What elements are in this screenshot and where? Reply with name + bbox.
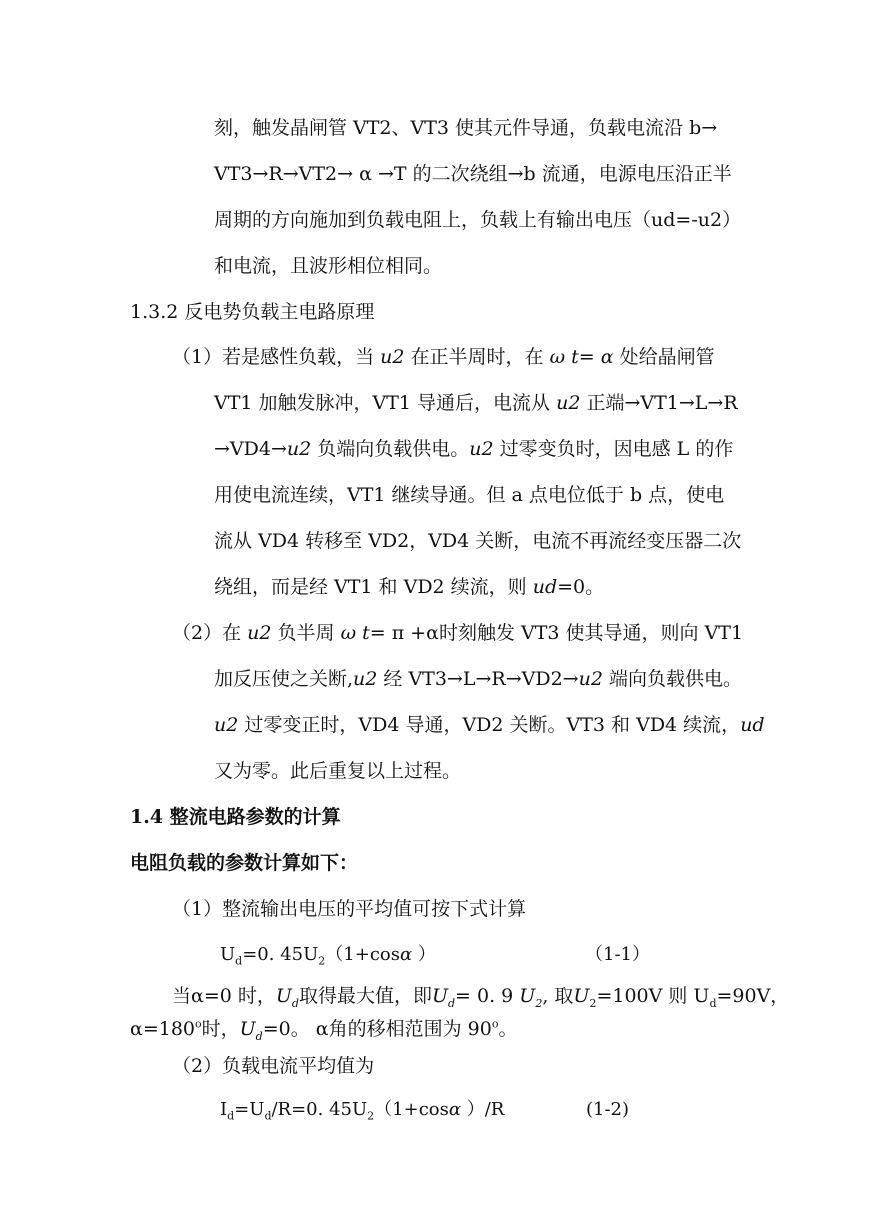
text: 负半周 bbox=[271, 622, 341, 644]
variable-u2: u2 bbox=[214, 714, 239, 736]
subscript: d bbox=[264, 1109, 272, 1123]
text: /R=0. 45U bbox=[271, 1099, 368, 1120]
variable-alpha: α bbox=[399, 944, 413, 965]
text: 。 bbox=[498, 1018, 518, 1040]
text: =0. 45U bbox=[242, 944, 319, 965]
text: ） bbox=[412, 944, 436, 965]
text: →VD4→ bbox=[214, 438, 287, 460]
text: 过零变负时，因电感 L 的作 bbox=[493, 438, 734, 460]
subscript: 2 bbox=[318, 954, 326, 968]
variable-U: U bbox=[431, 985, 448, 1007]
variable-u2: u2 bbox=[578, 668, 603, 690]
variable-u2: u2 bbox=[469, 438, 494, 460]
item-1-text: （1）整流输出电压的平均值可按下式计算 bbox=[172, 898, 527, 920]
item-label: （2） bbox=[172, 622, 223, 644]
text: =U bbox=[234, 1099, 265, 1120]
variable-U: U bbox=[519, 985, 536, 1007]
variable-ud: ud bbox=[740, 714, 765, 736]
text: （1+cos bbox=[325, 944, 400, 965]
text: 端向负载供电。 bbox=[602, 668, 742, 690]
body-line: 周期的方向施加到负载电阻上，负载上有输出电压（ud=-u2） bbox=[214, 209, 742, 231]
item-2-line-4: 又为零。此后重复以上过程。 bbox=[214, 760, 462, 782]
section-heading-1-4: 1.4 整流电路参数的计算 bbox=[130, 806, 341, 828]
text: = π +α时刻触发 VT3 使其导通，则向 VT1 bbox=[369, 622, 744, 644]
text: = bbox=[578, 346, 601, 368]
text: =0。 bbox=[557, 576, 605, 598]
text: 绕组，而是经 VT1 和 VD2 续流，则 bbox=[214, 576, 533, 598]
variable-omega-t: ω t bbox=[340, 622, 370, 644]
text: =0。 α角的移相范围为 90 bbox=[262, 1018, 492, 1040]
text: I bbox=[220, 1099, 228, 1120]
equation-number: (1-2) bbox=[586, 1099, 630, 1120]
text: U bbox=[220, 944, 236, 965]
formula-1-2 bbox=[220, 1098, 504, 1122]
item-1-line-2 bbox=[214, 391, 738, 415]
text: 经 VT3→L→R→VD2→ bbox=[377, 668, 579, 690]
item-1-line-3 bbox=[214, 437, 733, 461]
item-2-line-1 bbox=[172, 621, 743, 645]
subscript: d bbox=[255, 1029, 263, 1043]
text: 取得最大值，即 bbox=[298, 985, 432, 1007]
para-line-2 bbox=[130, 1017, 517, 1041]
item-1-line-1 bbox=[172, 345, 715, 369]
text: 取 bbox=[554, 985, 574, 1007]
variable-alpha: α bbox=[448, 1099, 462, 1120]
text: 正端→VT1→L→R bbox=[580, 392, 738, 414]
text: =100V 则 U bbox=[596, 985, 710, 1007]
item-2-line-3 bbox=[214, 713, 765, 737]
text: 当α=0 时， bbox=[172, 985, 276, 1007]
subscript: 2 bbox=[535, 996, 543, 1010]
text: 若是感性负载，当 bbox=[222, 346, 381, 368]
variable-U: U bbox=[239, 1018, 256, 1040]
formula-1-1 bbox=[220, 943, 436, 967]
variable-ud: ud bbox=[532, 576, 558, 598]
variable-alpha: α bbox=[600, 346, 614, 368]
subscript: d bbox=[447, 996, 456, 1010]
subscript: 2 bbox=[367, 1109, 375, 1123]
item-2-text: （2）负载电流平均值为 bbox=[172, 1055, 375, 1077]
text: 时， bbox=[201, 1018, 240, 1040]
section-heading-1-3-2: 1.3.2 反电势负载主电路原理 bbox=[130, 301, 375, 323]
subscript: d bbox=[291, 996, 299, 1010]
text: 加反压使之关断, bbox=[214, 668, 354, 690]
para-line-1: 当α=0 时，$U_d$取得最大值，即$U_d= 0$. 9 $U_2$, 取$U_2=100V$ 则 $U_d=90V$， bbox=[172, 985, 790, 1010]
body-line: 刻，触发晶闸管 VT2、VT3 使其元件导通，负载电流沿 b→ bbox=[214, 117, 718, 139]
equation-number: （1-1） bbox=[585, 944, 650, 965]
text: （1+cos bbox=[374, 1099, 449, 1120]
subscript: d bbox=[709, 996, 717, 1010]
body-line: VT3→R→VT2→ α →T 的二次绕组→b 流通，电源电压沿正半 bbox=[214, 163, 732, 185]
text: ）/R bbox=[461, 1099, 505, 1120]
variable-u2: u2 bbox=[353, 668, 378, 690]
item-2-line-2 bbox=[214, 667, 742, 691]
text: 负端向负载供电。 bbox=[311, 438, 470, 460]
variable-U: U bbox=[573, 985, 590, 1007]
item-label: （1） bbox=[172, 346, 223, 368]
variable-u2: u2 bbox=[247, 622, 272, 644]
text: 在正半周时，在 bbox=[404, 346, 550, 368]
variable-U: U bbox=[275, 985, 292, 1007]
subscript: d bbox=[235, 954, 243, 968]
variable-u2: u2 bbox=[380, 346, 405, 368]
variable-u2: u2 bbox=[556, 392, 581, 414]
text: 处给晶闸管 bbox=[613, 346, 715, 368]
degree-mark: o bbox=[195, 1017, 202, 1031]
text: = 0. 9 bbox=[455, 985, 520, 1007]
subscript: d bbox=[227, 1109, 235, 1123]
body-line: 和电流，且波形相位相同。 bbox=[214, 255, 443, 277]
text: α=180 bbox=[130, 1018, 196, 1040]
item-1-line-5: 流从 VD4 转移至 VD2，VD4 关断，电流不再流经变压器二次 bbox=[214, 530, 742, 552]
item-1-line-6 bbox=[214, 575, 604, 599]
variable-omega-t: ω t bbox=[549, 346, 579, 368]
text: =90V， bbox=[716, 985, 790, 1007]
text: 过零变正时，VD4 导通，VD2 关断。VT3 和 VD4 续流， bbox=[238, 714, 741, 736]
variable-u2: u2 bbox=[286, 438, 312, 460]
item-1-line-4: 用使电流连续，VT1 继续导通。但 a 点电位低于 b 点，使电 bbox=[214, 484, 725, 506]
degree-mark: o bbox=[491, 1017, 499, 1031]
text: 在 bbox=[222, 622, 248, 644]
text: VT1 加触发脉冲，VT1 导通后，电流从 bbox=[214, 392, 557, 414]
subheading-resistive-load: 电阻负载的参数计算如下： bbox=[130, 852, 359, 874]
subscript: 2 bbox=[589, 996, 597, 1010]
